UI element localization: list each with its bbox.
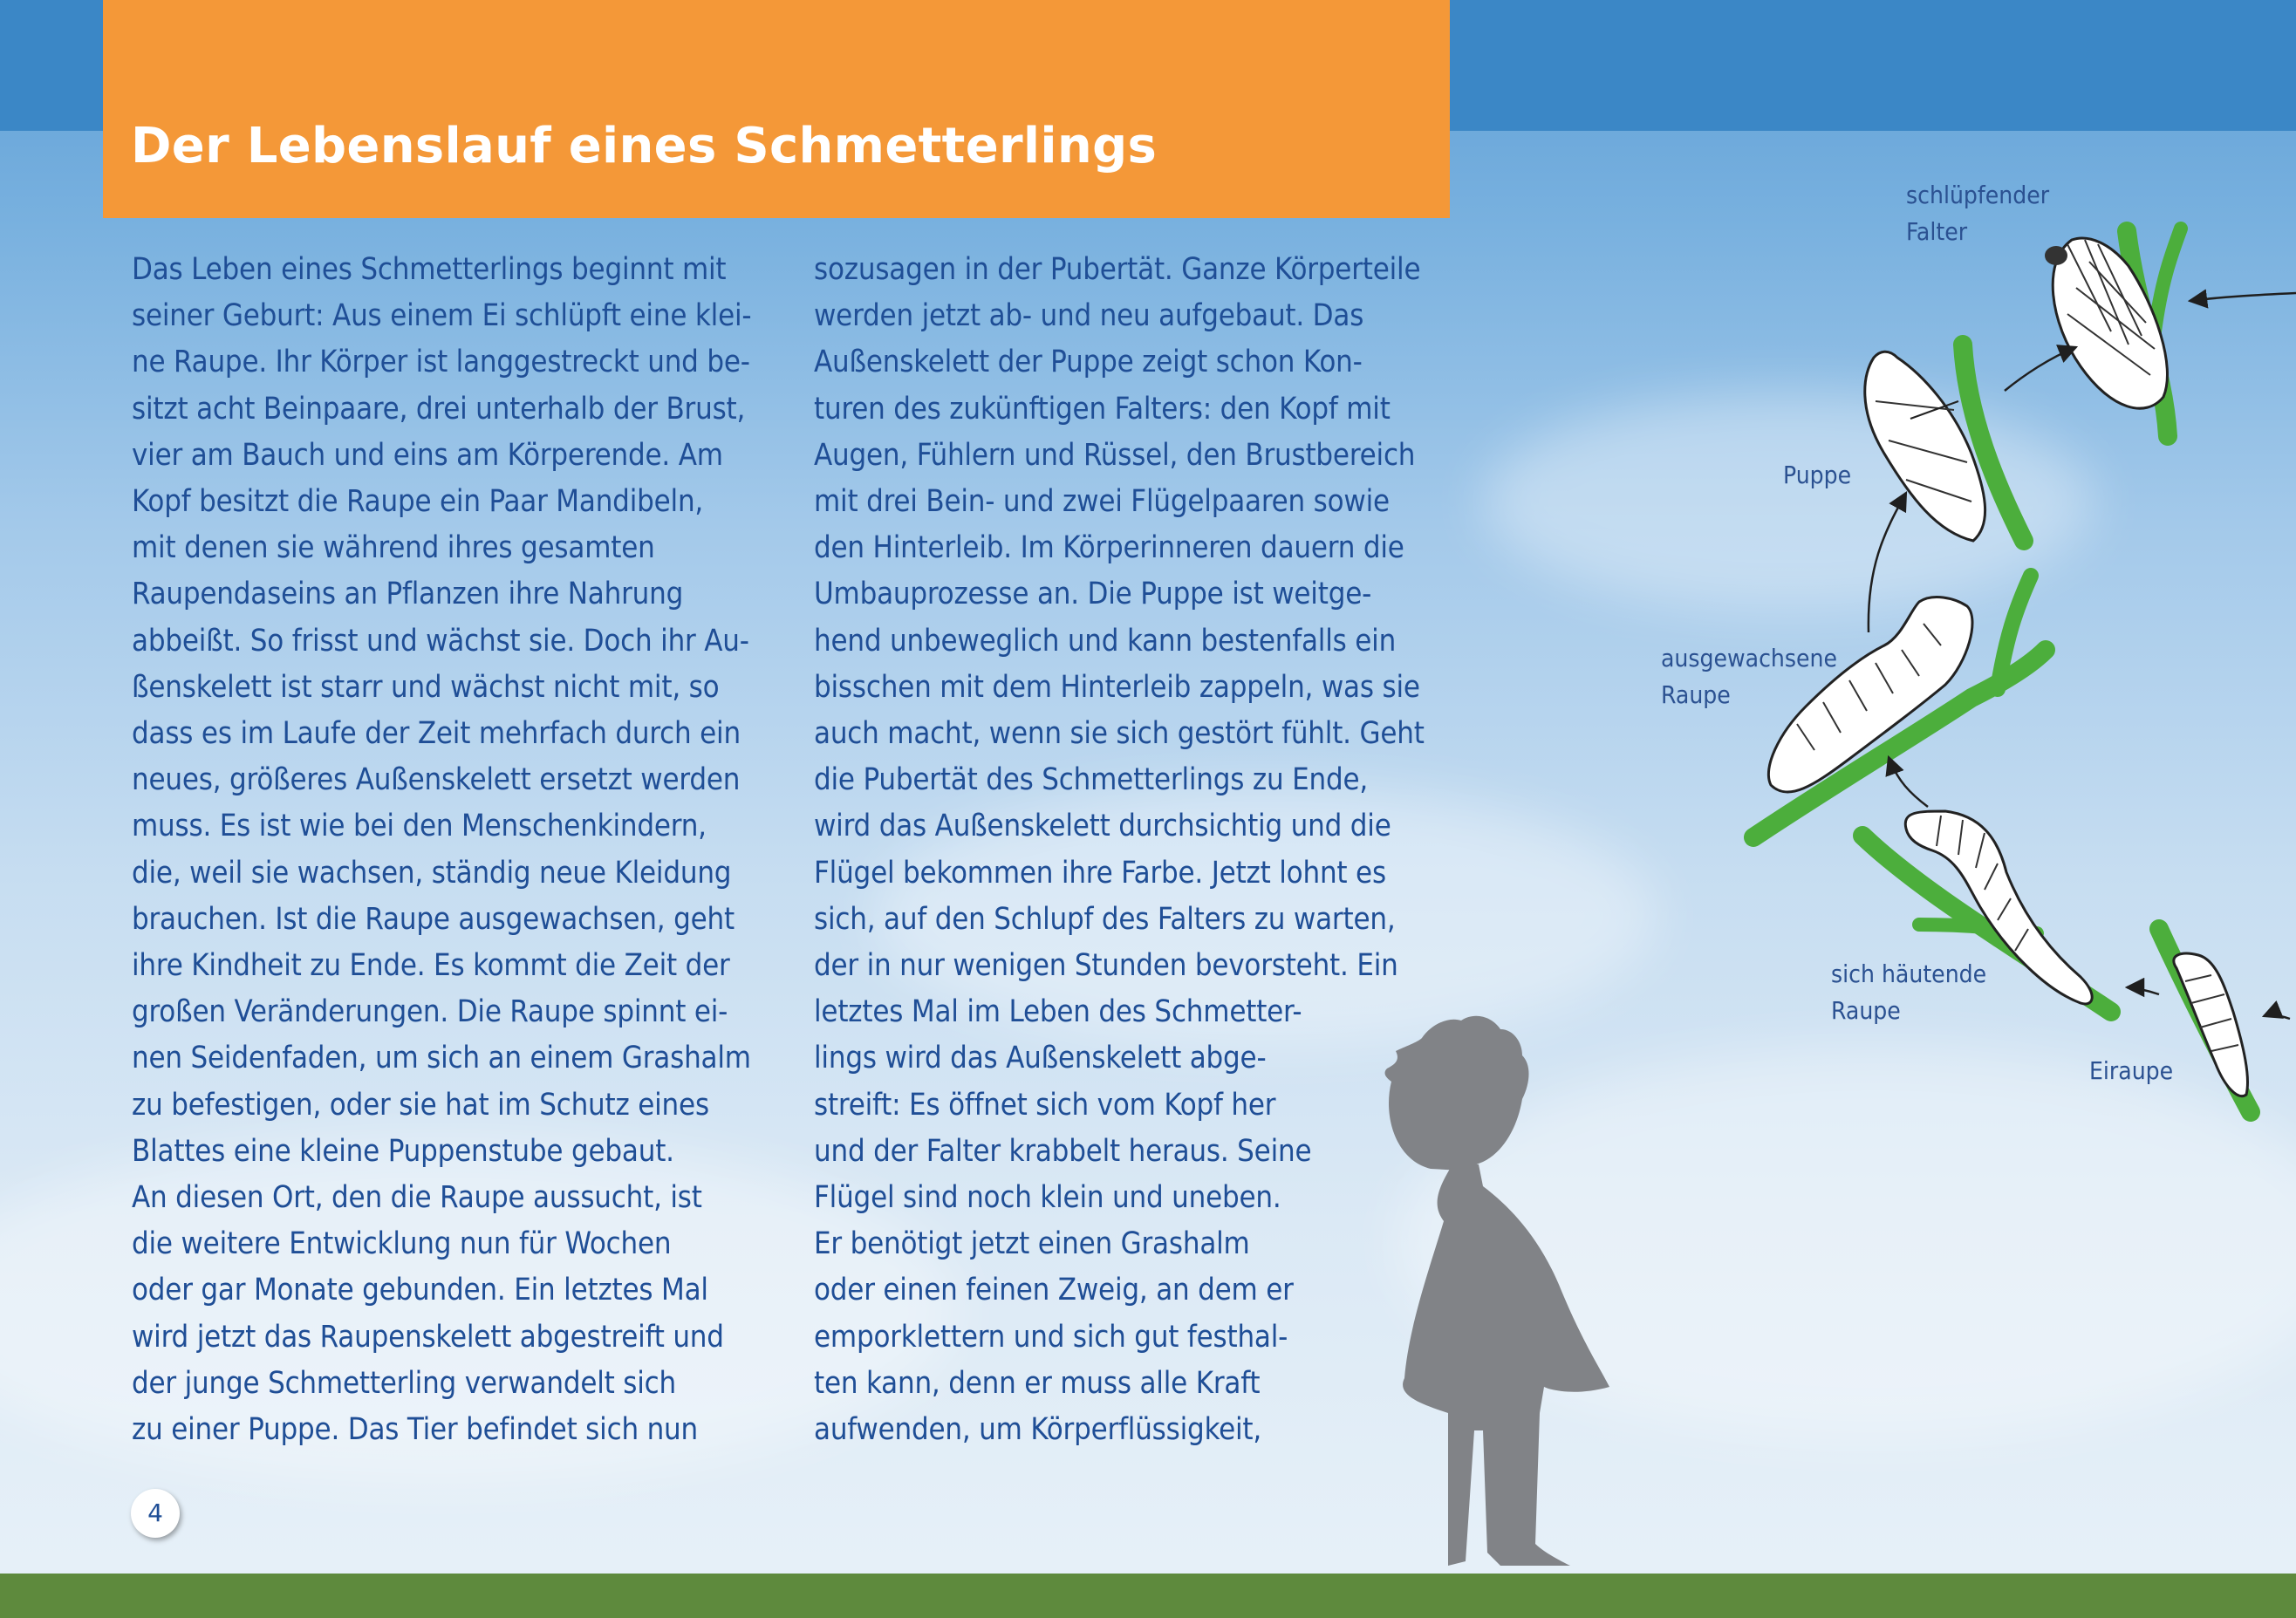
text-line: bisschen mit dem Hinterleib zappeln, was sie	[814, 669, 1420, 705]
text-line: Flügel sind noch klein und uneben.	[814, 1180, 1281, 1216]
text-line: der in nur wenigen Stunden bevorsteht. Ein	[814, 948, 1398, 984]
text-line: nen Seidenfaden, um sich an einem Grashalm	[132, 1041, 751, 1076]
page-number: 4	[131, 1489, 180, 1538]
text-line: ten kann, denn er muss alle Kraft	[814, 1365, 1261, 1401]
label-schluepfender-falter: schlüpfender Falter	[1906, 181, 2050, 246]
label-puppe: Puppe	[1783, 461, 1852, 489]
text-line: lings wird das Außenskelett abge-	[814, 1041, 1267, 1076]
text-line: dass es im Laufe der Zeit mehrfach durch ein	[132, 716, 741, 752]
page-title: Der Lebenslauf eines Schmetterlings	[131, 118, 1158, 174]
text-line: der junge Schmetterling verwandelt sich	[132, 1365, 677, 1401]
text-line: sich, auf den Schlupf des Falters zu warten,	[814, 901, 1396, 937]
text-line: und der Falter krabbelt heraus. Seine	[814, 1133, 1312, 1169]
text-line: zu einer Puppe. Das Tier befindet sich nun	[132, 1412, 699, 1448]
text-line: oder einen feinen Zweig, an dem er	[814, 1273, 1294, 1308]
text-line: brauchen. Ist die Raupe ausgewachsen, geht	[132, 901, 735, 937]
text-line: ßenskelett ist starr und wächst nicht mit, so	[132, 669, 720, 705]
text-line: streift: Es öffnet sich vom Kopf her	[814, 1087, 1276, 1123]
text-line: vier am Bauch und eins am Körperende. Am	[132, 437, 723, 473]
label-sich-haeutende-raupe: sich häutende Raupe	[1831, 959, 1987, 1025]
text-line: Umbauprozesse an. Die Puppe ist weitge-	[814, 577, 1372, 612]
text-line: werden jetzt ab- und neu aufgebaut. Das	[814, 298, 1364, 334]
text-line: abbeißt. So frisst und wächst sie. Doch ihr Au-	[132, 623, 749, 659]
text-line: zu befestigen, oder sie hat im Schutz eines	[132, 1087, 709, 1123]
text-line: die weitere Entwicklung nun für Wochen	[132, 1226, 672, 1262]
text-line: wird jetzt das Raupenskelett abgestreift und	[132, 1319, 724, 1355]
text-line: wird das Außenskelett durchsichtig und die	[814, 809, 1391, 844]
text-line: aufwenden, um Körperflüssigkeit,	[814, 1412, 1262, 1448]
text-line: Er benötigt jetzt einen Grashalm	[814, 1226, 1250, 1262]
text-line: seiner Geburt: Aus einem Ei schlüpft eine klei-	[132, 298, 752, 334]
text-line: sitzt acht Beinpaare, drei unterhalb der Brust,	[132, 391, 746, 427]
text-line: ne Raupe. Ihr Körper ist langgestreckt und be-	[132, 345, 750, 380]
text-line: großen Veränderungen. Die Raupe spinnt ei-	[132, 994, 728, 1030]
text-line: auch macht, wenn sie sich gestört fühlt. Geht	[814, 716, 1425, 752]
text-line: mit drei Bein- und zwei Flügelpaaren sowie	[814, 484, 1390, 520]
ground-strip	[0, 1574, 2296, 1618]
text-line: oder gar Monate gebunden. Ein letztes Mal	[132, 1273, 708, 1308]
butterfly-emerging-icon	[2045, 238, 2167, 408]
child-silhouette	[1385, 1016, 1609, 1566]
text-line: Kopf besitzt die Raupe ein Paar Mandibeln,	[132, 484, 704, 520]
text-line: turen des zukünftigen Falters: den Kopf mit	[814, 391, 1391, 427]
text-line: neues, größeres Außenskelett ersetzt werden	[132, 762, 741, 798]
label-ausgewachsene-raupe: ausgewachsene Raupe	[1661, 644, 1837, 709]
text-line: muss. Es ist wie bei den Menschenkindern,	[132, 809, 707, 844]
text-line: Raupendaseins an Pflanzen ihre Nahrung	[132, 577, 684, 612]
text-line: ihre Kindheit zu Ende. Es kommt die Zeit der	[132, 948, 730, 984]
text-line: mit denen sie während ihres gesamten	[132, 530, 655, 566]
text-line: den Hinterleib. Im Körperinneren dauern die	[814, 530, 1404, 566]
text-line: emporklettern und sich gut festhal-	[814, 1319, 1288, 1355]
text-line: die Pubertät des Schmetterlings zu Ende,	[814, 762, 1369, 798]
text-line: Das Leben eines Schmetterlings beginnt mit	[132, 252, 727, 287]
text-line: hend unbeweglich und kann bestenfalls ein	[814, 623, 1397, 659]
text-line: letztes Mal im Leben des Schmetter-	[814, 994, 1302, 1030]
text-line: Blattes eine kleine Puppenstube gebaut.	[132, 1133, 674, 1169]
text-line: sozusagen in der Pubertät. Ganze Körperteile	[814, 252, 1421, 287]
text-line: Flügel bekommen ihre Farbe. Jetzt lohnt es	[814, 855, 1386, 891]
text-line: An diesen Ort, den die Raupe aussucht, ist	[132, 1180, 702, 1216]
label-eiraupe: Eiraupe	[2089, 1056, 2174, 1085]
text-line: Außenskelett der Puppe zeigt schon Kon-	[814, 345, 1363, 380]
text-line: Augen, Fühlern und Rüssel, den Brustbereich	[814, 437, 1416, 473]
text-line: die, weil sie wachsen, ständig neue Kleidung	[132, 855, 732, 891]
caterpillar-small-icon	[2174, 953, 2248, 1096]
